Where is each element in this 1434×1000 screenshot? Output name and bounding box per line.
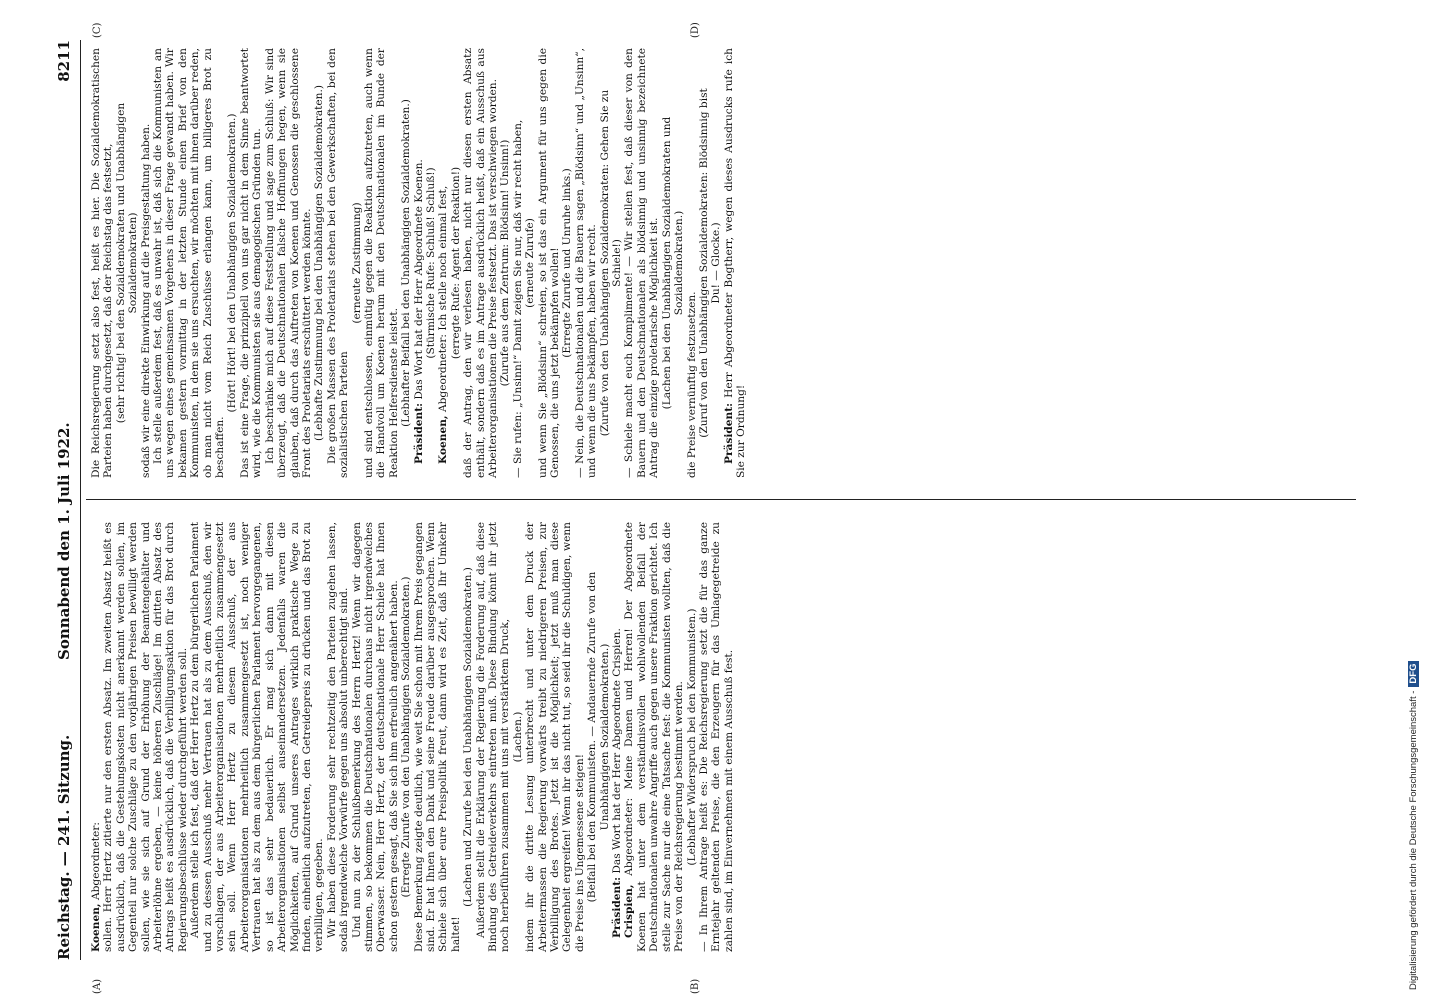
interjection: (Zuruf von den Unabhängigen Sozialdemokraten: Blödsinnig bist Du! — Glocke.) [697,88,723,438]
speech-text: Abgeordneter: Ich stelle noch einmal fest, [437,185,450,412]
interjection: (Lachen bei den Unabhängigen Sozialdemokraten und Sozialdemokraten.) [660,116,686,410]
president-label: Präsident: [722,402,735,464]
paragraph: — Nein, die Deutschnationalen und die Bauern sagen „Blödsinn“ und „Unsinn“, und wenn die uns bekämpfen, haben wir recht. [573,48,599,478]
president-text: Das Wort hat der Herr Abgeordnete Koenen. [412,159,425,400]
president-text: Herr Abgeordneter Bogtherr, wegen dieses Ausdrucks rufe ich Sie zur Ordnung! [722,48,748,478]
interjection: (Hört! Hört! bei den Unabhängigen Sozialdemokraten.) [226,113,239,413]
paragraph: — In Ihrem Antrage heißt es: Die Reichsregierung setzt die für das ganze Erntejahr geltenden Preise, die den Erzeugern für das Umlagegetreide zu zahlen sind, im Einvernehmen mit einem Ausschuß fest. [697,522,735,952]
paragraph [413,48,425,478]
paragraph: Wir haben diese Forderung sehr rechtzeitig den Parteien zugehen lassen, sodaß irgendwelche Vorwürfe gegen uns absolut unberechtigt sind. [325,522,351,952]
interjection: (Zurufe aus dem Zentrum: Blödsinn! Unsinn!) [499,139,512,387]
paragraph: Diese Bemerkung zeigte deutlich, wie weit Sie schon mit Ihrem Preis gegangen sind. Er hat Ihnen den Dank und seine Freude darüber ausgesprochen. Wenn Schiele sich über eure Preispolitik freut, dann wird es Zeit, daß Ihr Umkehr haltet! [412,522,462,952]
interjection: (Lachen und Zurufe bei den Unabhängigen Sozialdemokraten.) [462,567,475,907]
right-column [90,48,748,478]
interjection: (Lebhafter Widerspruch bei den Kommunisten.) [685,608,698,866]
paragraph: Das ist eine Frage, die prinzipiell von uns gar nicht in dem Sinne beantwortet wird, wie die Kommunisten sie aus demagogischen Gründen tun. [238,48,264,478]
paragraph: Und nun zu der Schlußbemerkung des Herrn Hertz! Wenn wir dagegen stimmen, so bekommen die Deutschnationalen durchaus nicht irgendwelches Oberwasser. Nein, Herr Hertz, der deutschnationale Herr Schiele hat Ihnen schon gestern gesagt, daß Sie sich ihm erfreulich angenähert haben. [350,522,400,952]
interjection: (Lebhafte Zustimmung bei den Unabhängigen Sozialdemokraten.) [313,84,326,442]
funding-note [1408,10,1428,990]
interjection: (Zurufe von den Unabhängigen Sozialdemokraten: Gehen Sie zu Schiele!) [598,89,624,437]
paragraph: — Sie rufen: „Unsinn!“ Damit zeigen Sie nur, daß wir recht haben, [511,119,524,478]
margin-marker-d: (D) [690,22,701,38]
interjection: (erneute Zurufe) [524,218,537,308]
interjection: (erregte Rufe: Agent der Reaktion!) [449,166,462,360]
interjection: (Erregte Zurufe von den Unabhängigen Sozialdemokraten.) [400,576,413,898]
paragraph [437,48,449,478]
header-left: Reichstag. — 241. Sitzung. [55,734,73,960]
president-label: Präsident: [412,402,425,464]
left-column [90,522,735,952]
column-divider [86,499,1356,500]
interjection: (Lebhafter Beifall bei den Unabhängigen Sozialdemokraten.) [400,99,413,427]
margin-marker-b: (B) [690,978,701,994]
president-label: Präsident: [611,876,624,938]
margin-marker-c: (C) [92,22,103,38]
margin-marker-a: (A) [92,978,103,994]
speaker-note: Abgeordneter: [90,822,102,900]
paragraph [90,522,102,952]
funding-text: Digitalisierung gefördert durch die Deutsche Forschungsgemeinschaft - [1408,690,1419,990]
header-date: Sonnabend den 1. Juli 1922. [55,422,73,660]
paragraph: und sind entschlossen, einmütig gegen die Reaktion aufzutreten, auch wenn die Handvoll um Koenen herum mit den Deutschnationalen im Bunde der Reaktion Helfersdienste leistet. [362,48,400,478]
paragraph [723,48,748,478]
paragraph: sodaß wir eine direkte Einwirkung auf die Preisgestaltung haben. [139,123,152,478]
president-text: Das Wort hat der Herr Abgeordnete Crispien. [611,628,624,874]
paragraph: und wenn Sie „Blödsinn“ schreien, so ist das ein Argument für uns gegen die Genossen, die uns jetzt bekämpfen wollen! [536,48,562,478]
paragraph: indem ihr die dritte Lesung unterbrecht und unter dem Druck der Arbeitermassen die Regierung vorwärts treibt zu niedrigeren Preisen, zur Verbilligung des Brotes. Jetzt ist die Möglichkeit; jetzt muß man diese Gelegenheit ergreifen! Wenn ihr das nicht tut, so seid ihr die Schuldigen, wenn die Preise ins Ungemessene steigen! [524,522,586,952]
interjection: (Lachen.) [511,711,524,763]
interjection: (sehr richtig! bei den Sozialdemokraten und Unabhängigen Sozialdemokraten) [114,102,140,424]
paragraph: Die großen Massen des Proletariats stehen bei den Gewerkschaften, bei den sozialistischen Parteien [325,48,351,478]
paragraph: die Preise vernünftig festzusetzen. [685,291,698,478]
interjection: (Stürmische Rufe: Schluß! Schluß!) [424,167,437,359]
paragraph [623,522,685,952]
paragraph: — Schiele macht euch Komplimente! — Wir stellen fest, daß dieser von den Bauern und den Deutschnationalen als blödsinnig und unsinnig bezeichnete Antrag die einzige proletarische Möglichkeit ist. [623,48,661,478]
paragraph: Außerdem stellt die Erklärung der Regierung die Forderung auf, daß diese Bindung des Getreideverkehrs eintreten muß. Diese Bindung könnt ihr jetzt noch herbeiführen zusammen mit uns mit verstärktem Druck, [474,522,512,952]
paragraph: Die Reichsregierung setzt also fest, heißt es hier. Die Sozialdemokratischen Parteien haben durchgesetzt, daß der Reichstag das festsetzt, [90,48,115,478]
page-header [50,40,81,960]
interjection: (erneute Zustimmung) [350,202,363,324]
paragraph: Ich beschränke mich auf diese Feststellung und sage zum Schluß: Wir sind überzeugt, daß die Deutschnationalen falsche Hoffnungen hegen, wenn sie glauben, daß durch das Auftreten von Koenen und Genossen die geschlossene Front des Proletariats erschüttert werden könnte. [263,48,313,478]
speech-text: Abgeordneter: Meine Damen und Herren! Der Abgeordnete Koenen hat unter dem verständnisvollen wohlwollenden Beifall der Deutschnationalen unwahre Angriffe auch gegen unsere Fraktion gerichtet. Ich stelle zur Sache nur die eine Tatsache fest: die Kommunisten wollten, daß die Preise von der Reichsregierung bestimmt werden. [623,522,686,952]
document-page [50,22,1370,994]
interjection: (Beifall bei den Kommunisten. — Andauernde Zurufe von den Unabhängigen Sozialdemokraten.) [586,571,611,903]
dfg-logo: DFG [1408,661,1419,687]
speaker-name: Koenen, [90,903,102,952]
paragraph: Außerdem stelle ich fest, daß der Herr Hertz zu dem bürgerlichen Parlament und zu dessen Ausschuß mehr Vertrauen hat als zu dem Ausschuß, den wir vorschlagen, der aus Arbeiterorganisationen mehrheitlich zusammengesetzt sein soll. Wenn Herr Hertz zu diesem Ausschuß, der aus Arbeiterorganisationen mehrheitlich zusammengesetzt ist, noch weniger Vertrauen hat als zu dem aus dem bürgerlichen Parlament hervorgegangenen, so ist das sehr bedauerlich. Er mag sich dann mit diesen Arbeiterorganisationen selbst auseinandersetzen. Jedenfalls waren die Möglichkeiten, auf Grund unseres Antrages wirklich praktische Wege zu finden, einheitlich aufzutreten, den Getreidepreis zu drücken und das Brot zu verbilligen, gegeben. [189,522,326,952]
interjection: (Erregte Zurufe und Unruhe links.) [561,168,574,358]
paragraph: Ich stelle außerdem fest, daß es unwahr ist, daß sich die Kommunisten an uns wegen eines gemeinsamen Vorgehens in dieser Frage gewandt haben. Wir bekamen gestern vormittag in der letzten Stunde einen Brief von den Kommunisten, in dem sie uns ersuchten, wir möchten mit ihnen darüber reden, ob man nicht vom Reich Zuschüsse erlangen kann, um billigeres Brot zu beschaffen. [152,48,227,478]
speaker-name: Koenen, [437,415,450,464]
paragraph: sollen. Herr Hertz zitierte nur den ersten Absatz. Im zweiten Absatz heißt es ausdrücklich, daß die Gestehungskosten nicht anerkannt werden sollen, im Gegenteil nur solche Zuschläge zu den vorjährigen Preisen bewilligt werden sollen, wie sie sich auf Grund der Erhöhung der Beamtengehälter und Arbeiterlöhne ergeben, — keine höheren Zuschläge! Im dritten Absatz des Antrags heißt es ausdrücklich, daß die Verbilligungsaktion für das Brot durch Regierungsbeschlüsse wieder durchgeführt werden soll. [102,522,189,952]
paragraph [611,522,623,952]
paragraph: daß der Antrag, den wir verlesen haben, nicht nur diesen ersten Absatz enthält, sondern daß es im Antrage ausdrücklich heißt, daß ein Ausschuß aus Arbeiterorganisationen die Preise festsetzt. Das ist verschwiegen worden. [462,48,499,478]
page-number: 8211 [55,40,73,82]
speaker-name: Crispien, [623,884,636,938]
